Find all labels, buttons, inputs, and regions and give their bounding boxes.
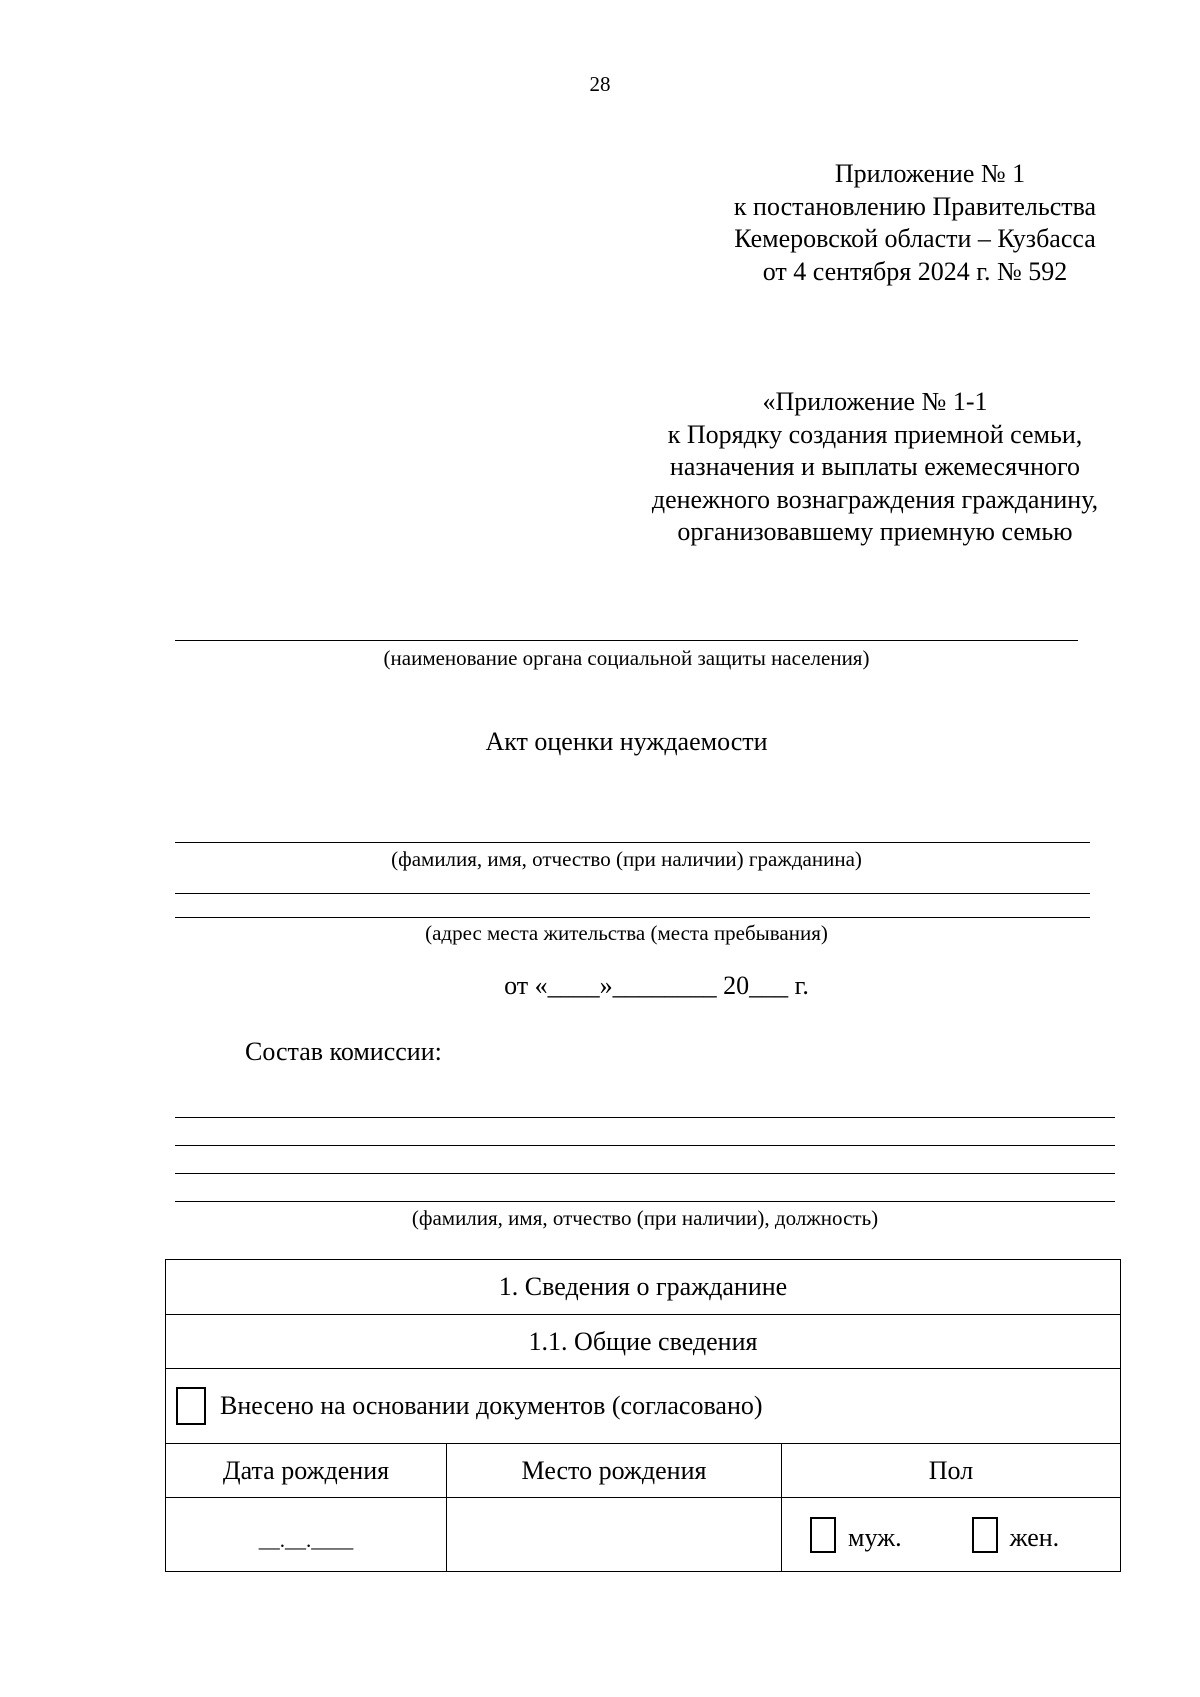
appendix-1-block (700, 158, 1130, 288)
section-title: 1. Сведения о гражданине (498, 1272, 788, 1301)
birth-place-field[interactable] (446, 1498, 781, 1571)
act-title: Акт оценки нуждаемости (485, 727, 768, 756)
documents-checkbox-label: Внесено на основании документов (согласовано) (220, 1391, 763, 1420)
organ-name-caption: (наименование органа социальной защиты населения) (383, 646, 870, 670)
appendix-1-1-line: к Порядку создания приемной семьи, (667, 419, 1083, 449)
appendix-1-1-line: назначения и выплаты ежемесячного (669, 452, 1081, 481)
appendix-1-line: к постановлению Правительства (733, 191, 1097, 221)
header-birth-place: Место рождения (446, 1444, 781, 1497)
gender-male-checkbox[interactable] (810, 1517, 836, 1553)
subsection-title-row (166, 1315, 1120, 1369)
commission-member-line[interactable] (175, 1201, 1115, 1202)
values-row (166, 1498, 1120, 1571)
address-caption: (адрес места жительства (места пребывания) (425, 921, 828, 945)
section-title-row (166, 1260, 1120, 1315)
citizen-name-caption: (фамилия, имя, отчество (при наличии) гражданина) (391, 847, 862, 871)
citizen-name-line[interactable] (175, 842, 1090, 843)
documents-row (166, 1369, 1120, 1444)
documents-cell (166, 1369, 1120, 1443)
commission-label: Состав комиссии: (245, 1037, 442, 1066)
appendix-1-1-line: денежного вознаграждения гражданину, (651, 484, 1099, 514)
commission-member-line[interactable] (175, 1173, 1115, 1174)
documents-checkbox[interactable] (176, 1387, 206, 1425)
act-date-line: от «____»________ 20___ г. (504, 971, 809, 1000)
gender-female-label: жен. (1009, 1522, 1060, 1552)
commission-member-line[interactable] (175, 1117, 1115, 1118)
gender-male-label: муж. (848, 1522, 902, 1552)
organ-name-line[interactable] (175, 640, 1078, 641)
appendix-1-1-line: «Приложение № 1-1 (762, 387, 988, 416)
appendix-1-line: от 4 сентября 2024 г. № 592 (762, 256, 1068, 286)
address-line[interactable] (175, 917, 1090, 918)
appendix-1-line: Приложение № 1 (834, 159, 1026, 188)
citizen-info-table (165, 1259, 1121, 1572)
header-gender: Пол (781, 1444, 1120, 1497)
commission-caption: (фамилия, имя, отчество (при наличии), должность) (411, 1206, 879, 1230)
birth-date-field[interactable]: __.__.____ (258, 1528, 354, 1552)
commission-member-line[interactable] (175, 1145, 1115, 1146)
appendix-1-line: Кемеровской области – Кузбасса (734, 224, 1096, 253)
address-line[interactable] (175, 893, 1090, 894)
subsection-title: 1.1. Общие сведения (528, 1326, 758, 1356)
appendix-1-1-block (620, 386, 1130, 549)
headers-row (166, 1444, 1120, 1498)
gender-female-checkbox[interactable] (972, 1517, 998, 1553)
gender-cell (781, 1498, 1120, 1571)
appendix-1-1-line: организовавшему приемную семью (677, 517, 1073, 546)
header-birth-date: Дата рождения (222, 1455, 390, 1485)
page-number: 28 (589, 72, 611, 96)
